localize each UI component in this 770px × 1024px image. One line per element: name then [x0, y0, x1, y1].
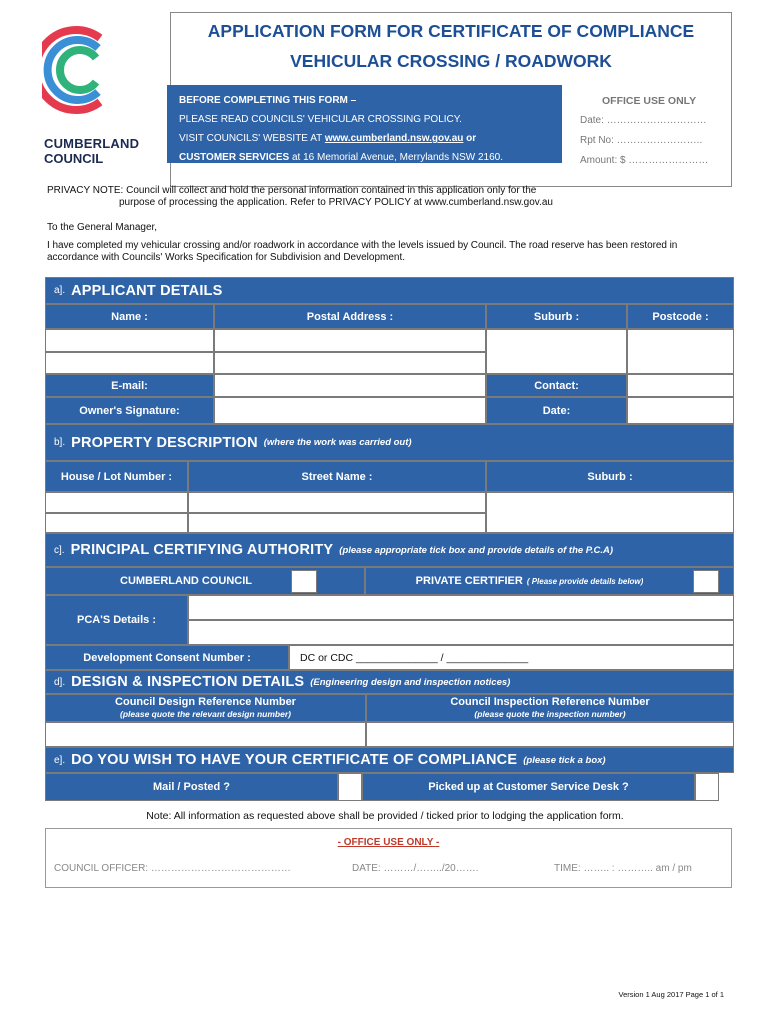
development-consent-field[interactable]: DC or CDC ______________ / ______________: [289, 645, 734, 670]
pickup-option: [362, 773, 695, 801]
mail-label: Mail / Posted ?: [152, 781, 230, 793]
section-e-letter: e].: [54, 754, 66, 766]
private-certifier-checkbox[interactable]: [693, 570, 719, 593]
design-reference-label: Council Design Reference Number: [115, 696, 296, 708]
property-suburb-label: Suburb :: [486, 461, 734, 492]
footnote: Note: All information as requested above shall be provided / ticked prior to lodging the application form.: [146, 810, 624, 822]
section-e-header: [45, 747, 734, 773]
cumberland-council-label: CUMBERLAND COUNCIL: [120, 575, 252, 587]
lot-number-field-1[interactable]: [45, 492, 188, 513]
privacy-note-line2: purpose of processing the application. Refer to PRIVACY POLICY at www.cumberland.nsw.gov.au: [119, 197, 553, 208]
section-c-letter: c].: [54, 544, 65, 556]
pca-details-field-2[interactable]: [188, 620, 734, 645]
name-label: Name :: [45, 304, 214, 329]
name-field-2[interactable]: [45, 352, 214, 374]
email-field[interactable]: [214, 374, 486, 397]
inspection-reference-field[interactable]: [366, 722, 734, 747]
property-suburb-field[interactable]: [486, 492, 734, 533]
suburb-field[interactable]: [486, 329, 627, 374]
design-reference-header: [45, 694, 366, 722]
postcode-label: Postcode :: [627, 304, 734, 329]
letter-body-line1: I have completed my vehicular crossing and/or roadwork in accordance with the levels issued by Council. The road reserve has been restored in: [47, 240, 678, 251]
pickup-checkbox[interactable]: [695, 773, 719, 801]
cumberland-council-checkbox[interactable]: [291, 570, 317, 593]
suburb-label: Suburb :: [486, 304, 627, 329]
section-c-note: (please appropriate tick box and provide details of the P.C.A): [339, 544, 614, 556]
before-line1: PLEASE READ COUNCILS' VEHICULAR CROSSING POLICY.: [179, 114, 462, 125]
office-date-field: DATE: ………/……../20…….: [352, 863, 479, 874]
section-a-letter: a].: [54, 285, 66, 296]
design-reference-field[interactable]: [45, 722, 366, 747]
postal-address-label: Postal Address :: [214, 304, 486, 329]
private-certifier-option: [365, 567, 734, 595]
logo-text-line1: CUMBERLAND: [44, 136, 140, 151]
section-a-header: [45, 277, 734, 304]
office-rpt: Rpt No: ……………………..: [580, 135, 703, 146]
section-b-note: (where the work was carried out): [263, 437, 412, 448]
version-footer: Version 1 Aug 2017 Page 1 of 1: [618, 990, 724, 999]
pickup-label: Picked up at Customer Service Desk ?: [428, 781, 629, 793]
contact-label: Contact:: [486, 374, 627, 397]
cumberland-council-option: [45, 567, 365, 595]
section-e-note: (please tick a box): [523, 754, 606, 766]
section-e-title: DO YOU WISH TO HAVE YOUR CERTIFICATE OF COMPLIANCE: [71, 752, 518, 768]
section-b-letter: b].: [54, 437, 66, 448]
customer-services-address: at 16 Memorial Avenue, Merrylands NSW 2160.: [289, 152, 504, 163]
section-c-title: PRINCIPAL CERTIFYING AUTHORITY: [70, 542, 334, 558]
mail-checkbox[interactable]: [338, 773, 362, 801]
office-time-field: TIME: …….. : ……….. am / pm: [554, 863, 692, 874]
form-subtitle: VEHICULAR CROSSING / ROADWORK: [290, 51, 612, 71]
section-b-title: PROPERTY DESCRIPTION: [71, 434, 258, 451]
salutation: To the General Manager,: [47, 222, 158, 233]
office-use-box: [564, 85, 732, 185]
name-field-1[interactable]: [45, 329, 214, 352]
signature-field[interactable]: [214, 397, 486, 424]
before-completing-box: [167, 85, 562, 163]
form-title: APPLICATION FORM FOR CERTIFICATE OF COMPLIANCE: [207, 21, 695, 41]
office-use-heading: OFFICE USE ONLY: [602, 95, 697, 107]
council-officer-field: COUNCIL OFFICER: ……………………………………: [54, 863, 291, 874]
customer-services-label: CUSTOMER SERVICES: [179, 152, 290, 163]
logo-text-line2: COUNCIL: [44, 151, 104, 166]
street-name-label: Street Name :: [188, 461, 486, 492]
pca-details-label: PCA'S Details :: [45, 595, 188, 645]
inspection-reference-header: [366, 694, 734, 722]
before-line2-text: VISIT COUNCILS' WEBSITE AT: [179, 133, 325, 144]
inspection-reference-label: Council Inspection Reference Number: [450, 696, 650, 708]
street-name-field-1[interactable]: [188, 492, 486, 513]
street-name-field-2[interactable]: [188, 513, 486, 533]
lot-number-field-2[interactable]: [45, 513, 188, 533]
office-use-footer-box: [45, 828, 732, 888]
section-d-letter: d].: [54, 676, 66, 688]
before-line3: [179, 148, 562, 167]
email-label: E-mail:: [45, 374, 214, 397]
office-amount: Amount: $ ……………………: [580, 155, 709, 166]
postal-address-field-1[interactable]: [214, 329, 486, 352]
date-label: Date:: [486, 397, 627, 424]
section-a-title: APPLICANT DETAILS: [71, 282, 223, 299]
postal-address-field-2[interactable]: [214, 352, 486, 374]
contact-field[interactable]: [627, 374, 734, 397]
signature-label: Owner's Signature:: [45, 397, 214, 424]
website-link[interactable]: www.cumberland.nsw.gov.au: [324, 133, 464, 144]
private-certifier-label: PRIVATE CERTIFIER: [415, 575, 523, 587]
private-certifier-note: ( Please provide details below): [526, 576, 644, 586]
inspection-reference-note: (please quote the inspection number): [474, 709, 626, 719]
letter-body-line2: accordance with Councils' Works Specification for Subdivision and Development.: [47, 252, 406, 263]
before-line2: [179, 129, 562, 148]
development-consent-label: Development Consent Number :: [45, 645, 289, 670]
design-reference-note: (please quote the relevant design number): [120, 709, 291, 719]
lot-number-label: House / Lot Number :: [45, 461, 188, 492]
privacy-note-line1: PRIVACY NOTE: Council will collect and hold the personal information contained in this application only for the: [47, 185, 537, 196]
section-d-header: [45, 670, 734, 694]
postcode-field[interactable]: [627, 329, 734, 374]
before-heading: BEFORE COMPLETING THIS FORM –: [179, 95, 357, 106]
section-d-note: (Engineering design and inspection notices): [310, 676, 511, 688]
office-date: Date: …………………………: [580, 115, 707, 126]
date-field[interactable]: [627, 397, 734, 424]
logo-mark-icon: [42, 20, 108, 120]
before-line2-or: or: [463, 133, 477, 144]
mail-option: [45, 773, 338, 801]
section-d-title: DESIGN & INSPECTION DETAILS: [71, 674, 305, 690]
council-logo: [40, 16, 160, 166]
section-c-header: [45, 533, 734, 567]
section-b-header: [45, 424, 734, 461]
office-use-footer-title: - OFFICE USE ONLY -: [337, 837, 440, 848]
pca-details-field-1[interactable]: [188, 595, 734, 620]
